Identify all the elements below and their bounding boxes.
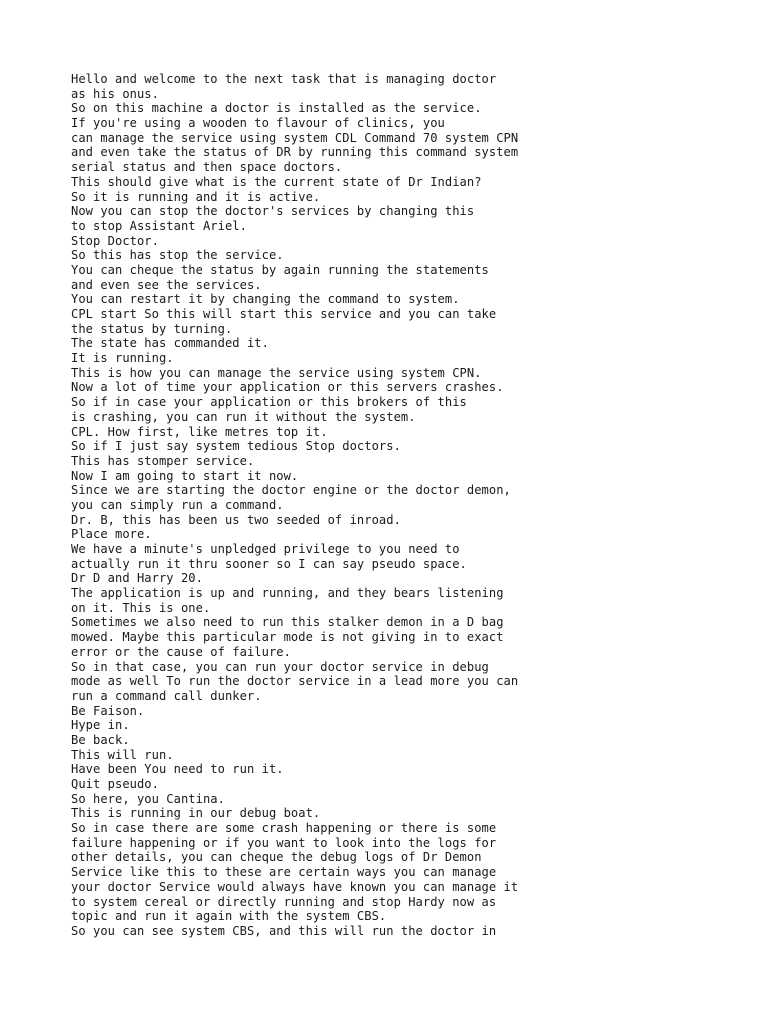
transcript-line: This will run. (71, 747, 174, 762)
transcript-line: Service like this to these are certain ways you can manage (71, 865, 497, 880)
transcript-line: Hype in. (71, 718, 130, 733)
transcript-line: The application is up and running, and they bears listening (71, 586, 504, 601)
transcript-line: If you're using a wooden to flavour of clinics, you (71, 116, 445, 131)
transcript-line: Now you can stop the doctor's services by changing this (71, 204, 475, 219)
transcript-line: as his onus. (71, 86, 159, 101)
transcript-line: actually run it thru sooner so I can say pseudo space. (71, 556, 467, 571)
transcript-line: So here, you Cantina. (71, 791, 225, 806)
transcript-line: Since we are starting the doctor engine or the doctor demon, (71, 483, 511, 498)
transcript-line: So you can see system CBS, and this will run the doctor in (71, 923, 497, 938)
transcript-line: You can cheque the status by again running the statements (71, 262, 489, 277)
transcript-line: CPL start So this will start this service and you can take (71, 307, 497, 321)
transcript-line: So if I just say system tedious Stop doctors. (71, 439, 401, 454)
transcript-line: Hello and welcome to the next task that is managing doctor (71, 72, 497, 86)
transcript-line: Dr. B, this has been us two seeded of inroad. (71, 512, 401, 527)
transcript-line: So on this machine a doctor is installed as the service. (71, 101, 482, 116)
transcript-line: CPL. How first, like metres top it. (71, 424, 328, 439)
transcript-line: So in that case, you can run your doctor service in debug (71, 659, 489, 674)
transcript-line: So if in case your application or this brokers of this (71, 395, 467, 410)
transcript-line: your doctor Service would always have known you can manage it (71, 879, 519, 894)
transcript-line: Place more. (71, 527, 152, 542)
transcript-line: Sometimes we also need to run this stalker demon in a D bag (71, 615, 504, 630)
transcript-line: It is running. (71, 351, 174, 366)
transcript-line: You can restart it by changing the command to system. (71, 292, 460, 307)
transcript-line: and even see the services. (71, 277, 262, 292)
transcript-line: you can simply run a command. (71, 497, 284, 512)
transcript-line: run a command call dunker. (71, 688, 262, 703)
transcript-line: The state has commanded it. (71, 336, 269, 351)
transcript-line: other details, you can cheque the debug logs of Dr Demon (71, 850, 482, 865)
transcript-line: So it is running and it is active. (71, 189, 321, 204)
transcript-line: This should give what is the current state of Dr Indian? (71, 174, 482, 189)
transcript-text (71, 72, 751, 939)
transcript-line: Have been You need to run it. (71, 762, 284, 777)
transcript-line: can manage the service using system CDL Command 70 system CPN (71, 130, 519, 145)
transcript-line: mowed. Maybe this particular mode is not giving in to exact (71, 630, 504, 645)
transcript-line: This is running in our debug boat. (71, 806, 321, 821)
transcript-line: Dr D and Harry 20. (71, 571, 203, 586)
transcript-line: Be back. (71, 732, 130, 747)
transcript-line: the status by turning. (71, 321, 233, 336)
transcript-line: Now I am going to start it now. (71, 468, 299, 483)
transcript-line: We have a minute's unpledged privilege to you need to (71, 542, 460, 556)
transcript-line: This is how you can manage the service using system CPN. (71, 365, 482, 380)
transcript-line: to system cereal or directly running and stop Hardy now as (71, 894, 497, 909)
transcript-line: This has stomper service. (71, 453, 255, 468)
transcript-line: failure happening or if you want to look into the logs for (71, 835, 497, 850)
transcript-line: error or the cause of failure. (71, 644, 291, 659)
transcript-line: Quit pseudo. (71, 777, 159, 791)
transcript-line: So in case there are some crash happening or there is some (71, 821, 497, 836)
transcript-line: serial status and then space doctors. (71, 160, 343, 175)
transcript-line: is crashing, you can run it without the system. (71, 409, 416, 424)
transcript-line: Be Faison. (71, 703, 145, 718)
transcript-line: Now a lot of time your application or this servers crashes. (71, 380, 504, 395)
transcript-line: Stop Doctor. (71, 233, 159, 248)
transcript-line: to stop Assistant Ariel. (71, 218, 247, 233)
transcript-line: on it. This is one. (71, 600, 211, 615)
transcript-line: mode as well To run the doctor service in a lead more you can (71, 674, 519, 689)
transcript-line: and even take the status of DR by running this command system (71, 145, 519, 160)
transcript-line: So this has stop the service. (71, 248, 284, 263)
transcript-line: topic and run it again with the system CBS. (71, 909, 387, 924)
